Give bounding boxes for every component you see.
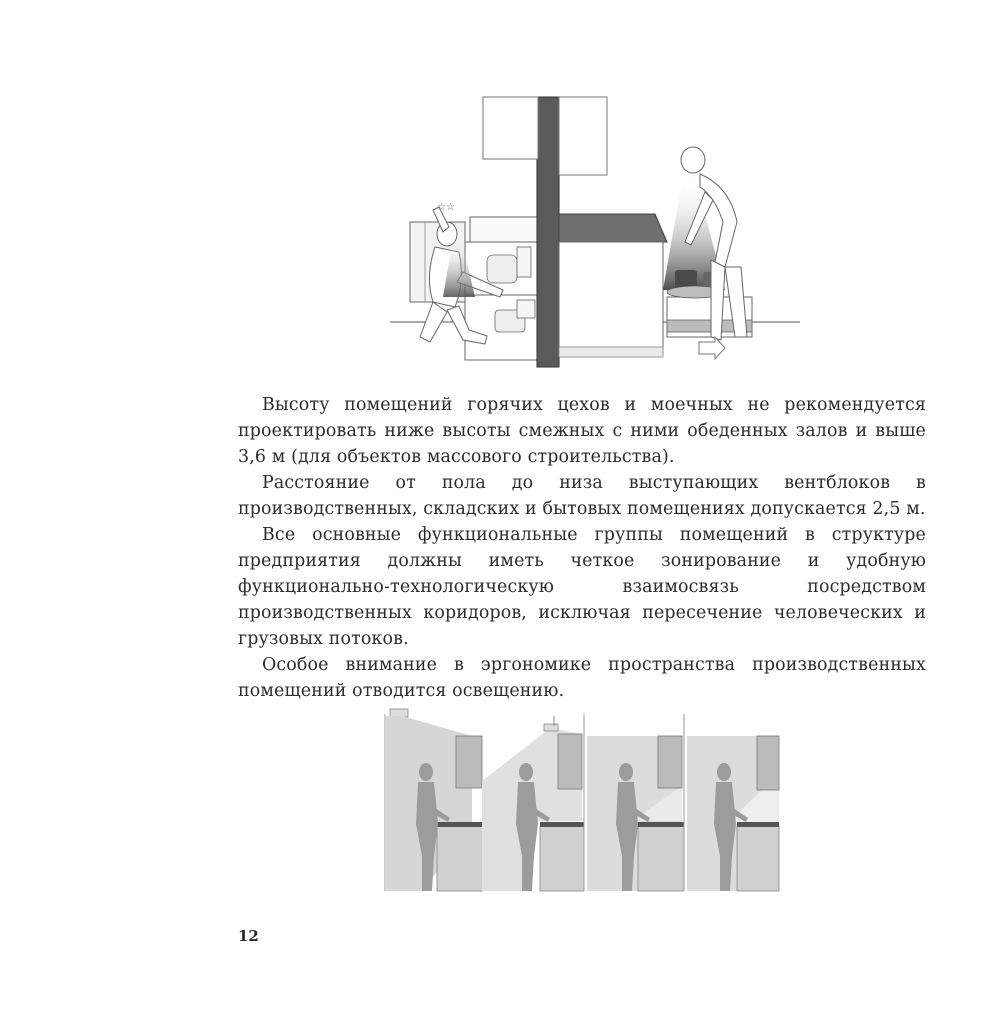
lighting-options-illustration: [382, 706, 782, 894]
paragraph-1: Высоту помещений горячих цехов и моечных не рекомендуется проектировать ниже высоты смежных с ними обеденных залов и выше 3,6 м (для объектов массового строительства).: [238, 395, 926, 467]
paragraph-4: Особое внимание в эргономике пространства производственных помещений отводится освещению.: [238, 655, 926, 701]
paragraph-2: Расстояние от пола до низа выступающих вентблоков в производственных, складских и бытовых помещениях допускается 2,5 м.: [238, 473, 926, 519]
body-text: [238, 392, 926, 704]
lighting-panel-1: [385, 709, 483, 891]
kitchen-ergonomics-illustration: [385, 92, 805, 372]
lighting-panel-2: [482, 714, 584, 891]
lighting-panel-4: [687, 736, 779, 891]
page-number: 12: [238, 927, 259, 945]
svg-text:☆☆: ☆☆: [437, 202, 455, 213]
lighting-panel-3: [587, 714, 684, 891]
paragraph-3: Все основные функциональные группы помещений в структуре предприятия должны иметь четкое зонирование и удобную функционально-технологическую взаимосвязь посредством производственных коридоров, исключая пересечение человеческих и грузовых потоков.: [238, 525, 926, 649]
